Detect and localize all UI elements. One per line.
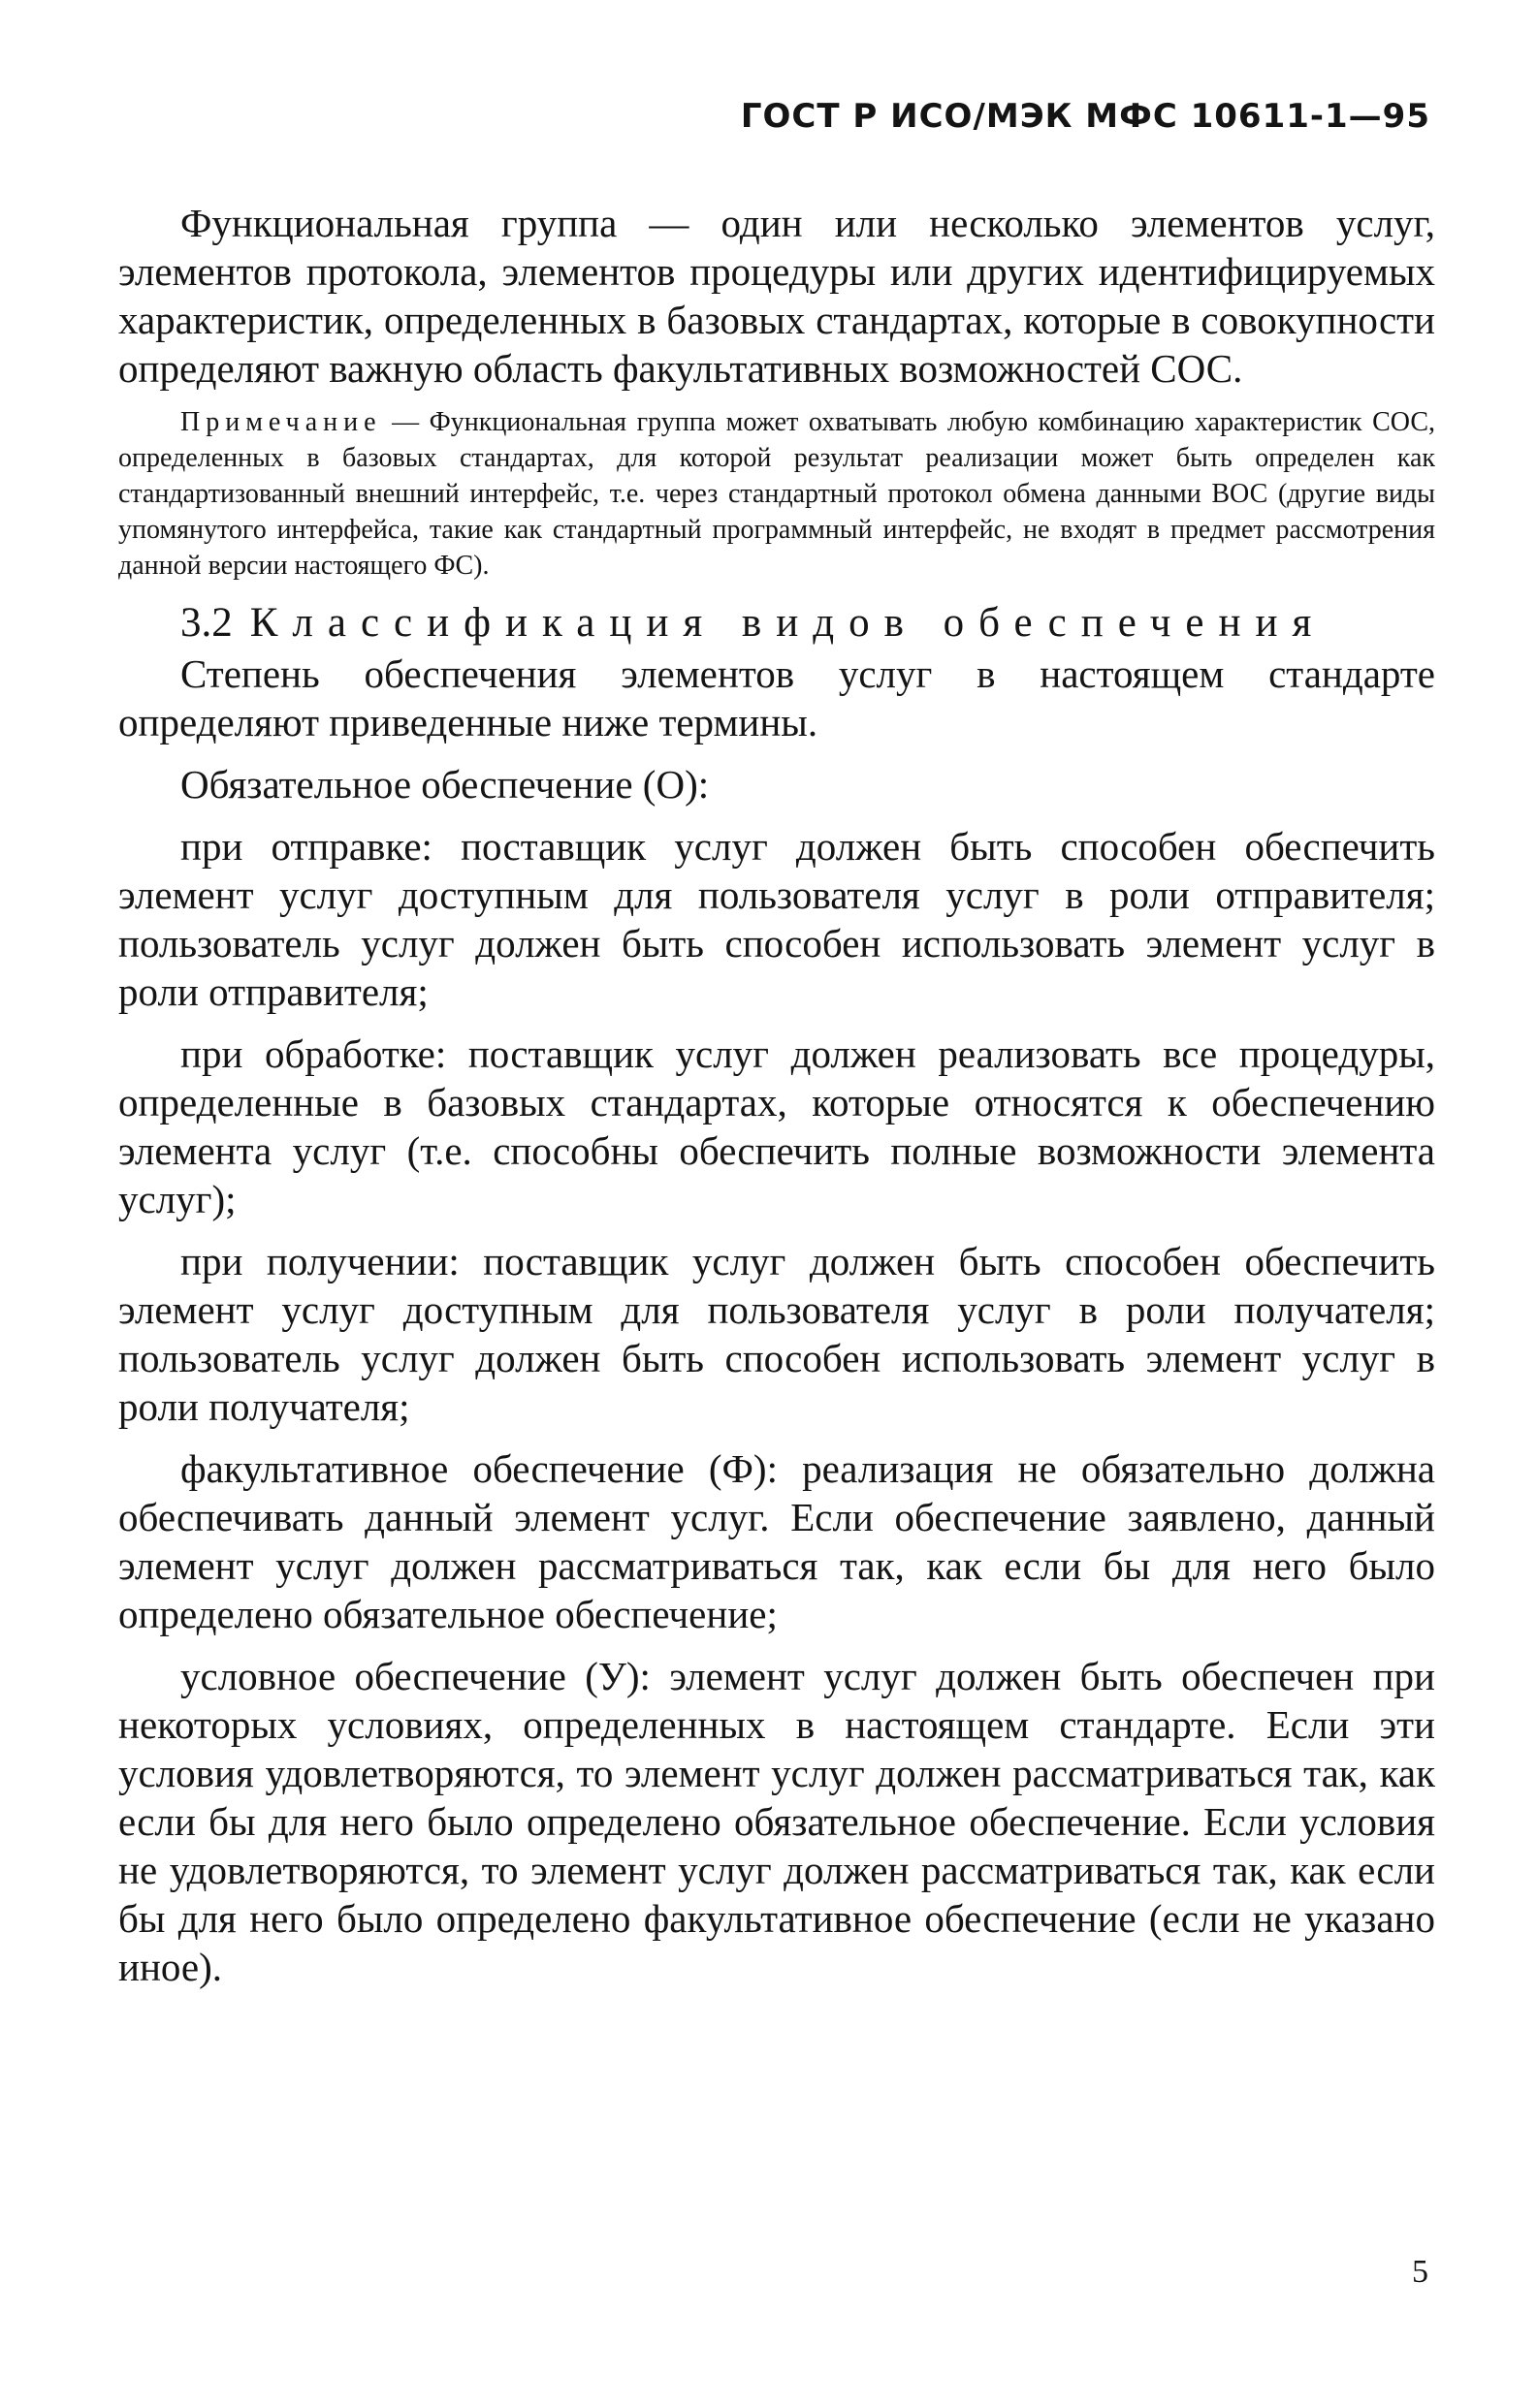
note-label: Примечание: [180, 407, 382, 437]
note-paragraph: [118, 404, 1435, 584]
section-number: 3.2: [180, 600, 233, 646]
page-number: 5: [1412, 2254, 1428, 2290]
section-title: Классификация видов обеспечения: [249, 600, 1327, 646]
optional-paragraph: факультативное обеспечение (Ф): реализация не обязательно должна обеспечивать данный элемент услуг. Если обеспечение заявлено, данный элемент услуг должен рассматриваться так, как если бы для него было определено обязательное обеспечение;: [118, 1446, 1435, 1636]
mandatory-send-paragraph: при отправке: поставщик услуг должен быть способен обеспечить элемент услуг доступным для пользователя услуг в роли отправителя; пользователь услуг должен быть способен использовать элемент услуг в роли отправителя;: [118, 824, 1435, 1014]
note-text: — Функциональная группа может охватывать любую комбинацию характеристик СОС, определенных в базовых стандартах, для которой результат реализации может быть определен как стандартизованный внешний интерфейс, т.е. через стандартный протокол обмена данными ВОС (другие виды упомянутого интерфейса, такие как стандартный программный интерфейс, не входят в предмет рассмотрения данной версии настоящего ФС).: [118, 407, 1435, 581]
document-header: ГОСТ Р ИСО/МЭК МФС 10611-1—95: [740, 97, 1430, 136]
mandatory-heading: Обязательное обеспечение (О):: [180, 762, 710, 807]
mandatory-process-paragraph: при обработке: поставщик услуг должен реализовать все процедуры, определенные в базовых стандартах, которые относятся к обеспечению элемента услуг (т.е. способны обеспечить полные возможности элемента услуг);: [118, 1031, 1435, 1221]
section-heading: [180, 597, 1435, 650]
intro-paragraph: Степень обеспечения элементов услуг в настоящем стандарте определяют приведенные ниже термины.: [118, 651, 1435, 745]
mandatory-receive-paragraph: при получении: поставщик услуг должен быть способен обеспечить элемент услуг доступным для пользователя услуг в роли получателя; пользователь услуг должен быть способен использовать элемент услуг в роли получателя;: [118, 1239, 1435, 1429]
document-body: [118, 199, 1435, 1991]
definition-paragraph: Функциональная группа — один или несколько элементов услуг, элементов протокола, элементов процедуры или других идентифицируемых характеристик, определенных в базовых стандартах, которые в совокупности определяют важную область факультативных возможностей СОС.: [118, 201, 1435, 391]
conditional-paragraph: условное обеспечение (У): элемент услуг должен быть обеспечен при некоторых условиях, определенных в настоящем стандарте. Если эти условия удовлетворяются, то элемент услуг должен рассматриваться так, как если бы для него было определено обязательное обеспечение. Если условия не удовлетворяются, то элемент услуг должен рассматриваться так, как если бы для него было определено факультативное обеспечение (если не указано иное).: [118, 1654, 1435, 1989]
